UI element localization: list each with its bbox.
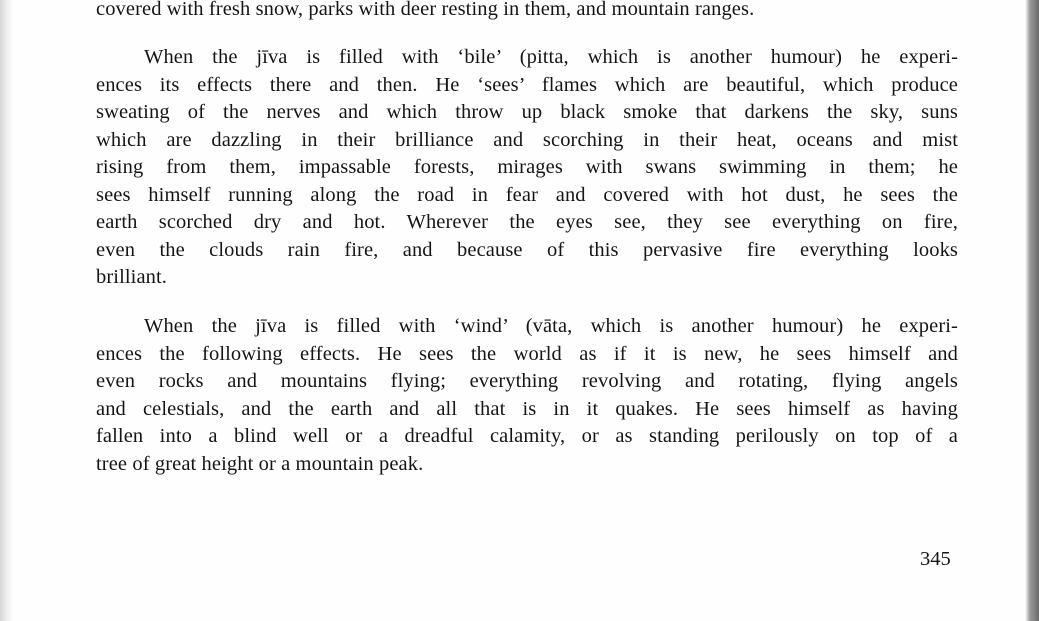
text-line: sees himself running along the road in fear and covered with hot dust, he sees the — [96, 183, 958, 206]
page-edge-shadow — [1025, 0, 1039, 621]
paragraph-wind — [96, 313, 958, 478]
page-number: 345 — [920, 548, 951, 570]
text-line: even the clouds rain fire, and because of this pervasive fire everything looks — [96, 238, 958, 261]
text-line: ences its effects there and then. He ‘sees’ flames which are beautiful, which produce — [96, 73, 958, 96]
paragraph-continued — [96, 0, 958, 24]
text-line: and celestials, and the earth and all that is in it quakes. He sees himself as having — [96, 397, 958, 420]
text-line: even rocks and mountains flying; everything revolving and rotating, flying angels — [96, 370, 958, 392]
text-line: sweating of the nerves and which throw up black smoke that darkens the sky, suns — [96, 101, 958, 123]
text-line: earth scorched dry and hot. Wherever the eyes see, they see everything on fire, — [96, 211, 958, 233]
text-line: covered with fresh snow, parks with deer resting in them, and mountain ranges. — [96, 0, 755, 20]
text-line: When the jīva is filled with ‘wind’ (vāta, which is another humour) he experi- — [144, 315, 958, 337]
text-line: rising from them, impassable forests, mirages with swans swimming in them; he — [96, 156, 958, 178]
text-line: which are dazzling in their brilliance and scorching in their heat, oceans and mist — [96, 128, 958, 151]
text-line: fallen into a blind well or a dreadful calamity, or as standing perilously on top of a — [96, 425, 958, 447]
text-line: tree of great height or a mountain peak. — [96, 452, 424, 475]
page-gutter-shadow — [0, 0, 12, 621]
text-line: brilliant. — [96, 266, 168, 288]
text-line: When the jīva is filled with ‘bile’ (pitta, which is another humour) he experi- — [144, 46, 958, 68]
paragraph-bile — [96, 44, 958, 292]
text-line: ences the following effects. He sees the world as if it is new, he sees himself and — [96, 342, 958, 365]
